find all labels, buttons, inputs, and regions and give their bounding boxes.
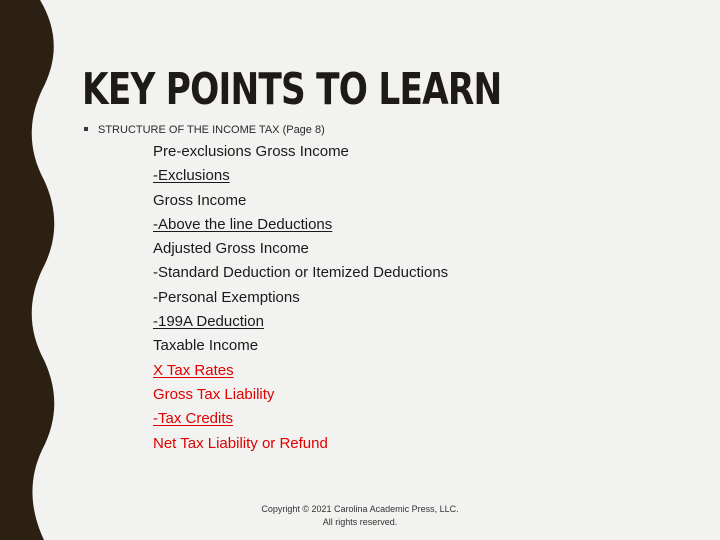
list-item-text: Net Tax Liability or Refund — [153, 434, 328, 452]
income-tax-structure-list — [153, 140, 448, 456]
list-item — [153, 213, 448, 237]
bullet-item — [84, 124, 325, 136]
list-item — [153, 407, 448, 431]
slide-title: KEY POINTS TO LEARN — [82, 64, 502, 115]
list-item — [153, 140, 448, 164]
list-item-text: -Exclusions — [153, 167, 230, 185]
list-item-text: -Personal Exemptions — [153, 288, 300, 306]
list-item — [153, 237, 448, 261]
list-item — [153, 261, 448, 285]
copyright-line: Copyright © 2021 Carolina Academic Press, LLC. — [261, 504, 459, 514]
rights-line: All rights reserved. — [322, 517, 398, 527]
list-item-text: -Standard Deduction or Itemized Deductions — [153, 264, 449, 282]
bullet-icon — [84, 127, 88, 131]
list-item-text: -Above the line Deductions — [153, 215, 333, 233]
list-item — [153, 359, 448, 383]
list-item-text: Taxable Income — [153, 337, 259, 355]
list-item-text: Gross Income — [153, 191, 247, 209]
copyright-footer — [220, 503, 500, 529]
list-item-text: Gross Tax Liability — [153, 385, 275, 403]
decorative-wavy-band — [0, 0, 60, 540]
list-item — [153, 286, 448, 310]
list-item-text: X Tax Rates — [153, 361, 234, 379]
list-item — [153, 310, 448, 334]
list-item-text: -Tax Credits — [153, 410, 234, 428]
bullet-text: STRUCTURE OF THE INCOME TAX (Page 8) — [98, 124, 325, 136]
list-item — [153, 334, 448, 358]
list-item — [153, 432, 448, 456]
list-item-text: Pre-exclusions Gross Income — [153, 143, 349, 160]
list-item-text: Adjusted Gross Income — [153, 240, 309, 258]
list-item — [153, 383, 448, 407]
list-item-text: -199A Deduction — [153, 313, 264, 331]
list-item — [153, 189, 448, 213]
list-item — [153, 164, 448, 188]
